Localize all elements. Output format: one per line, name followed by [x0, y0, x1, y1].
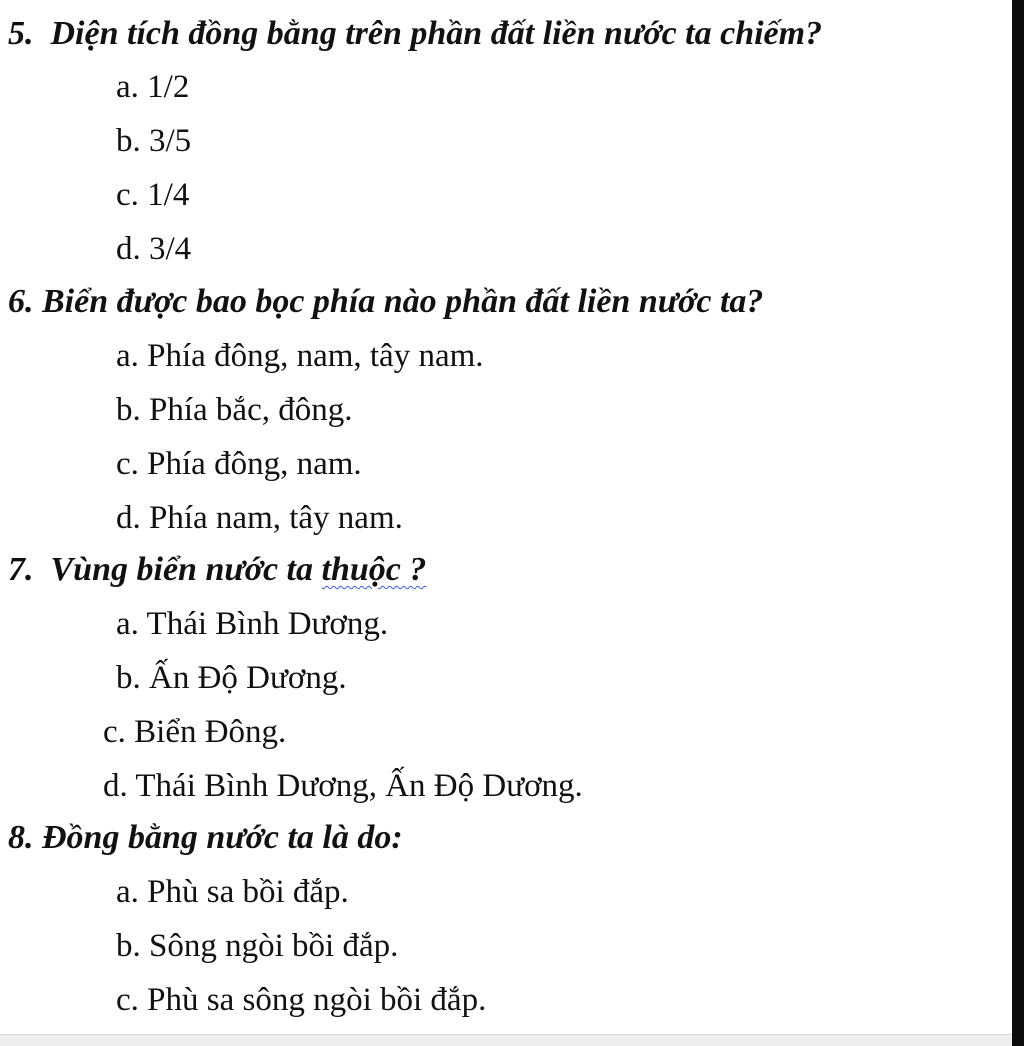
q5-option-b: b. 3/5 — [116, 123, 192, 159]
question-number: 6. — [8, 283, 34, 320]
q8-option-a: a. Phù sa bồi đắp. — [116, 874, 349, 910]
q5-option-a: a. 1/2 — [116, 69, 190, 105]
q8-option-b: b. Sông ngòi bồi đắp. — [116, 928, 399, 964]
q7-option-b: b. Ấn Độ Dương. — [116, 660, 347, 696]
question-7-heading — [8, 550, 426, 590]
question-text: Đồng bằng nước ta là do: — [42, 819, 403, 856]
q7-option-c: c. Biển Đông. — [103, 714, 287, 750]
q5-option-d: d. 3/4 — [116, 231, 192, 267]
q7-option-a: a. Thái Bình Dương. — [116, 606, 389, 642]
question-text: Diện tích đồng bằng trên phần đất liền nước ta chiếm? — [50, 15, 823, 52]
page-bottom-edge — [0, 1034, 1012, 1046]
spellcheck-flagged-text: thuộc ? — [321, 551, 427, 588]
q7-option-d: d. Thái Bình Dương, Ấn Độ Dương. — [103, 768, 583, 804]
question-number: 8. — [8, 819, 34, 856]
question-8-heading — [8, 818, 403, 858]
page-right-border — [1012, 0, 1024, 1046]
q6-option-c: c. Phía đông, nam. — [116, 446, 362, 482]
question-number: 5. — [8, 15, 34, 52]
q6-option-b: b. Phía bắc, đông. — [116, 392, 353, 428]
question-text: Vùng biển nước ta — [50, 551, 314, 588]
q6-option-d: d. Phía nam, tây nam. — [116, 500, 403, 536]
question-number: 7. — [8, 551, 34, 588]
q8-option-c: c. Phù sa sông ngòi bồi đắp. — [116, 982, 487, 1018]
question-6-heading — [8, 282, 763, 322]
question-text: Biển được bao bọc phía nào phần đất liền nước ta? — [42, 283, 764, 320]
question-5-heading — [8, 14, 822, 54]
q5-option-c: c. 1/4 — [116, 177, 190, 213]
q6-option-a: a. Phía đông, nam, tây nam. — [116, 338, 484, 374]
